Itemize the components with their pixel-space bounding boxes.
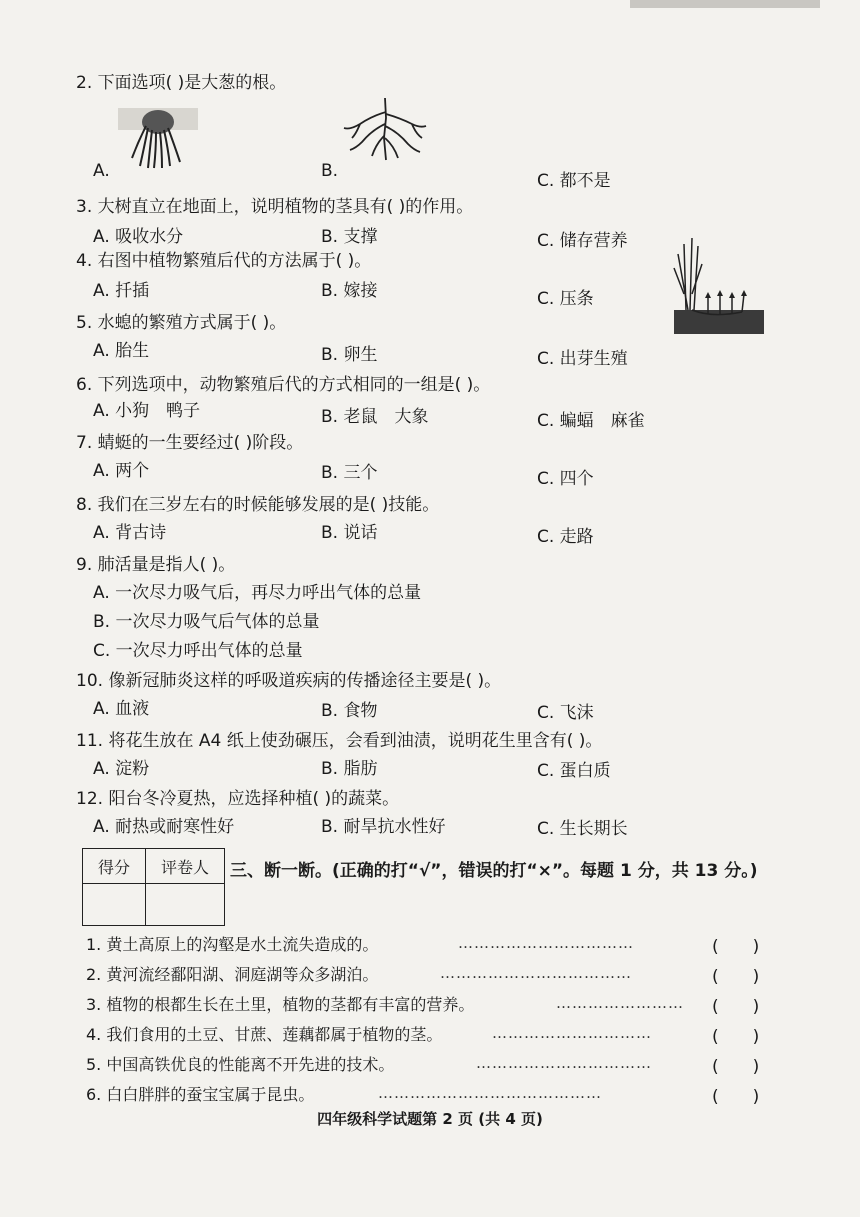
q11-option-a: A. 淀粉 xyxy=(93,759,150,779)
score-header: 得分 xyxy=(83,849,146,884)
answer-blank-6[interactable]: ( ) xyxy=(712,1087,760,1107)
scan-edge-bar xyxy=(630,0,820,8)
question-8-stem: 8. 我们在三岁左右的时候能够发展的是( )技能。 xyxy=(76,495,440,515)
q2-option-b: B. xyxy=(321,161,339,181)
q3-option-b: B. 支撑 xyxy=(321,227,378,247)
scallion-root-image xyxy=(118,108,198,170)
answer-blank-4[interactable]: ( ) xyxy=(712,1027,760,1047)
tf-item-3: 3. 植物的根都生长在土里，植物的茎都有丰富的营养。 xyxy=(86,995,475,1014)
tf-item-4: 4. 我们食用的土豆、甘蔗、莲藕都属于植物的茎。 xyxy=(86,1025,443,1044)
score-cell[interactable] xyxy=(83,884,146,926)
question-11-stem: 11. 将花生放在 A4 纸上使劲碾压，会看到油渍，说明花生里含有( )。 xyxy=(76,731,603,751)
q6-option-c: C. 蝙蝠 麻雀 xyxy=(537,411,645,431)
q5-option-b: B. 卵生 xyxy=(321,345,378,365)
q5-option-a: A. 胎生 xyxy=(93,341,150,361)
question-6-stem: 6. 下列选项中，动物繁殖后代的方式相同的一组是( )。 xyxy=(76,375,491,395)
q3-option-c: C. 储存营养 xyxy=(537,231,628,251)
tf-item-1: 1. 黄土高原上的沟壑是水土流失造成的。 xyxy=(86,935,379,954)
q2-option-a: A. xyxy=(93,161,110,181)
tf-item-6: 6. 白白胖胖的蚕宝宝属于昆虫。 xyxy=(86,1085,315,1104)
leader-dots: …………………………… xyxy=(458,934,634,952)
answer-blank-2[interactable]: ( ) xyxy=(712,967,760,987)
leader-dots: …………………………………… xyxy=(378,1084,602,1102)
q4-option-a: A. 扦插 xyxy=(93,281,150,301)
q9-option-a: A. 一次尽力吸气后，再尽力呼出气体的总量 xyxy=(93,583,422,603)
q4-option-c: C. 压条 xyxy=(537,289,594,309)
tf-item-5: 5. 中国高铁优良的性能离不开先进的技术。 xyxy=(86,1055,395,1074)
q12-option-c: C. 生长期长 xyxy=(537,819,628,839)
q8-option-a: A. 背古诗 xyxy=(93,523,167,543)
q9-option-c: C. 一次尽力呼出气体的总量 xyxy=(93,641,303,661)
q7-option-b: B. 三个 xyxy=(321,463,378,483)
leader-dots: ………………………… xyxy=(492,1024,652,1042)
page-footer: 四年级科学试题第 2 页 (共 4 页) xyxy=(317,1110,543,1128)
grader-header: 评卷人 xyxy=(146,849,225,884)
question-5-stem: 5. 水螅的繁殖方式属于( )。 xyxy=(76,313,287,333)
q12-option-b: B. 耐旱抗水性好 xyxy=(321,817,446,837)
answer-blank-1[interactable]: ( ) xyxy=(712,937,760,957)
question-10-stem: 10. 像新冠肺炎这样的呼吸道疾病的传播途径主要是( )。 xyxy=(76,671,502,691)
taproot-image xyxy=(342,98,428,162)
q12-option-a: A. 耐热或耐寒性好 xyxy=(93,817,235,837)
answer-blank-3[interactable]: ( ) xyxy=(712,997,760,1017)
q8-option-c: C. 走路 xyxy=(537,527,594,547)
leader-dots: …………………… xyxy=(556,994,684,1012)
question-2-stem: 2. 下面选项( )是大葱的根。 xyxy=(76,73,287,93)
q2-option-c: C. 都不是 xyxy=(537,171,611,191)
q10-option-c: C. 飞沫 xyxy=(537,703,594,723)
q6-option-a: A. 小狗 鸭子 xyxy=(93,401,201,421)
leader-dots: ……………………………… xyxy=(440,964,632,982)
layering-plant-image xyxy=(672,234,768,336)
q11-option-b: B. 脂肪 xyxy=(321,759,378,779)
leader-dots: …………………………… xyxy=(476,1054,652,1072)
q7-option-a: A. 两个 xyxy=(93,461,150,481)
q6-option-b: B. 老鼠 大象 xyxy=(321,407,429,427)
q11-option-c: C. 蛋白质 xyxy=(537,761,611,781)
q10-option-a: A. 血液 xyxy=(93,699,150,719)
score-table xyxy=(82,848,225,926)
q8-option-b: B. 说话 xyxy=(321,523,378,543)
grader-cell[interactable] xyxy=(146,884,225,926)
question-4-stem: 4. 右图中植物繁殖后代的方法属于( )。 xyxy=(76,251,372,271)
q9-option-b: B. 一次尽力吸气后气体的总量 xyxy=(93,612,320,632)
question-3-stem: 3. 大树直立在地面上，说明植物的茎具有( )的作用。 xyxy=(76,197,474,217)
tf-item-2: 2. 黄河流经鄱阳湖、洞庭湖等众多湖泊。 xyxy=(86,965,379,984)
q10-option-b: B. 食物 xyxy=(321,701,378,721)
question-12-stem: 12. 阳台冬冷夏热，应选择种植( )的蔬菜。 xyxy=(76,789,400,809)
q5-option-c: C. 出芽生殖 xyxy=(537,349,628,369)
q3-option-a: A. 吸收水分 xyxy=(93,227,184,247)
q4-option-b: B. 嫁接 xyxy=(321,281,378,301)
question-7-stem: 7. 蜻蜓的一生要经过( )阶段。 xyxy=(76,433,304,453)
question-9-stem: 9. 肺活量是指人( )。 xyxy=(76,555,236,575)
section-3-title: 三、断一断。(正确的打“√”，错误的打“×”。每题 1 分，共 13 分。) xyxy=(230,861,758,881)
q7-option-c: C. 四个 xyxy=(537,469,594,489)
answer-blank-5[interactable]: ( ) xyxy=(712,1057,760,1077)
